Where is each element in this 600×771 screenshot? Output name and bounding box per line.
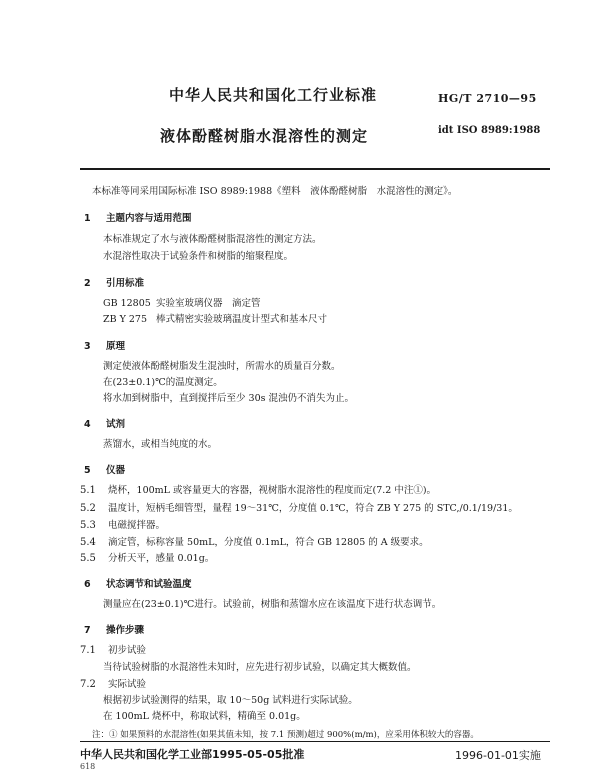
apparatus-item: [80, 553, 214, 565]
item-number: 5.5: [80, 553, 96, 564]
section-title: 试剂: [105, 419, 125, 430]
intro-paragraph: 本标准等同采用国际标准 ISO 8989:1988《塑料 液体酚醛树脂 水混溶性的测定》。: [92, 186, 458, 197]
item-text: 滴定管，标称容量 50mL，分度值 0.1mL，符合 GB 12805 的 A 级要求。: [108, 537, 429, 548]
section-1-line: 本标准规定了水与液体酚醛树脂混溶性的测定方法。: [103, 234, 322, 245]
apparatus-item: [80, 537, 429, 549]
footer-divider: [80, 741, 550, 742]
section-3-line: 在(23±0.1)℃的温度测定。: [103, 377, 223, 388]
reference-text: 实验室玻璃仪器 滴定管: [156, 298, 261, 309]
section-1-line: 水混溶性取决于试验条件和树脂的缩聚程度。: [103, 251, 294, 262]
reference-code: GB 12805: [103, 298, 151, 309]
apparatus-item: [80, 485, 436, 497]
subsection-line: 在 100mL 烧杯中，称取试料，精确至 0.01g。: [103, 711, 306, 722]
section-number: 1: [84, 213, 91, 224]
section-3-heading: [84, 338, 125, 352]
section-title: 原理: [105, 341, 125, 352]
section-4-heading: [84, 416, 125, 430]
reference-row: [103, 314, 327, 326]
section-5-heading: [84, 462, 125, 476]
section-number: 3: [84, 341, 91, 352]
subsection-heading: [80, 645, 146, 657]
section-6-heading: [84, 576, 191, 590]
section-title: 仪器: [105, 465, 125, 476]
section-number: 6: [84, 579, 91, 590]
section-number: 5: [84, 465, 91, 476]
item-text: 电磁搅拌器。: [108, 520, 166, 531]
item-number: 5.4: [80, 537, 96, 548]
subsection-title: 初步试验: [108, 645, 147, 656]
section-6-line: 测量应在(23±0.1)℃进行。试验前，树脂和蒸馏水应在该温度下进行状态调节。: [103, 599, 442, 610]
idt-reference: idt ISO 8989:1988: [438, 125, 541, 136]
reference-text: 棒式精密实验玻璃温度计型式和基本尺寸: [156, 314, 328, 325]
section-2-heading: [84, 275, 144, 289]
subsection-line: 当待试验树脂的水混溶性未知时，应先进行初步试验，以确定其大概数值。: [103, 662, 417, 673]
section-7-heading: [84, 622, 144, 636]
section-title: 状态调节和试验温度: [105, 579, 192, 590]
item-number: 5.1: [80, 485, 96, 496]
section-3-line: 将水加到树脂中，直到搅拌后至少 30s 混浊仍不消失为止。: [103, 393, 355, 404]
section-4-line: 蒸馏水，或相当纯度的水。: [103, 439, 218, 450]
section-number: 7: [84, 625, 91, 636]
approval-line: 中华人民共和国化学工业部1995-05-05批准: [80, 748, 305, 761]
item-text: 温度计，短柄毛细管型，量程 19～31℃，分度值 0.1℃，符合 ZB Y 275 的 STC,/0.1/19/31。: [108, 503, 518, 514]
reference-row: [103, 298, 261, 310]
apparatus-item: [80, 503, 518, 515]
subsection-title: 实际试验: [108, 679, 147, 690]
section-number: 2: [84, 278, 91, 289]
subsection-line: 根据初步试验测得的结果，取 10～50g 试料进行实际试验。: [103, 695, 358, 706]
item-text: 分析天平，感量 0.01g。: [108, 553, 215, 564]
subsection-number: 7.1: [80, 645, 96, 656]
section-number: 4: [84, 419, 91, 430]
reference-code: ZB Y 275: [103, 314, 148, 325]
section-title: 引用标准: [105, 278, 144, 289]
header-divider: [80, 168, 550, 170]
item-number: 5.2: [80, 503, 96, 514]
standard-category: 中华人民共和国化工行业标准: [169, 86, 378, 104]
subsection-number: 7.2: [80, 679, 96, 690]
page-number: 618: [80, 762, 96, 771]
section-title: 操作步骤: [105, 625, 144, 636]
effective-date: 1996-01-01实施: [455, 749, 541, 762]
item-text: 烧杯，100mL 或容量更大的容器，视树脂水混溶性的程度而定(7.2 中注①)。: [108, 485, 437, 496]
document-title: 液体酚醛树脂水混溶性的测定: [160, 127, 369, 145]
standard-code: HG/T 2710—95: [438, 92, 537, 105]
item-number: 5.3: [80, 520, 96, 531]
section-title: 主题内容与适用范围: [105, 213, 192, 224]
footnote: 注：① 如果预料的水混溶性(如果其值未知，按 7.1 预测)超过 900%(m/m)，应采用体积较大的容器。: [92, 730, 479, 740]
apparatus-item: [80, 520, 165, 532]
subsection-heading: [80, 679, 146, 691]
section-1-heading: [84, 210, 191, 224]
section-3-line: 测定使液体酚醛树脂发生混浊时，所需水的质量百分数。: [103, 361, 341, 372]
